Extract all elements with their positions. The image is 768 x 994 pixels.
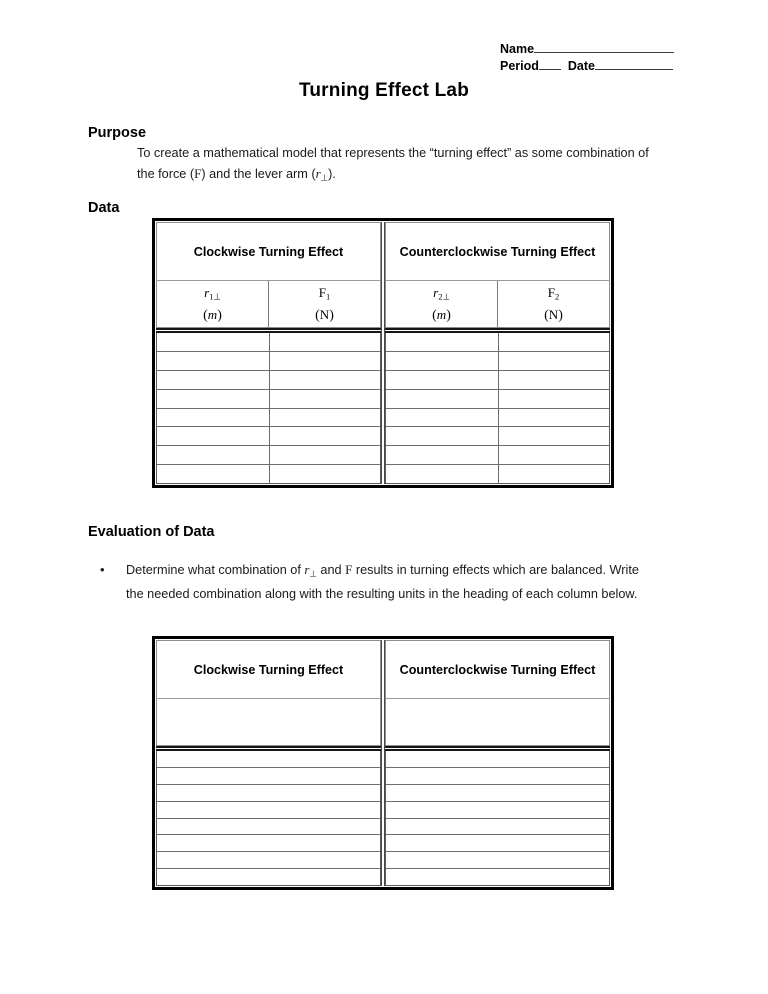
data-cell-f1[interactable] bbox=[269, 333, 381, 351]
table-row[interactable] bbox=[157, 371, 380, 390]
bullet-text-segment-1: Determine what combination of bbox=[126, 563, 305, 577]
data-table bbox=[152, 218, 614, 488]
evaluation-of-data-heading: Evaluation of Data bbox=[88, 524, 215, 540]
name-write-in-line[interactable] bbox=[534, 41, 674, 53]
symbol-cell-f1 bbox=[268, 281, 380, 327]
data-cell-r2[interactable] bbox=[386, 390, 498, 408]
evaluation-table bbox=[152, 636, 614, 890]
bullet-text-segment-3: results in turning effects which are balanced. Write the needed combination along with the resulting units in the heading of each column below. bbox=[126, 563, 639, 601]
data-cell-r1[interactable] bbox=[157, 409, 269, 427]
period-write-in-line[interactable] bbox=[539, 58, 561, 70]
bullet-lever-arm-symbol: r bbox=[304, 562, 310, 577]
purpose-text-segment-2: ) and the lever arm ( bbox=[201, 166, 316, 181]
student-info-block bbox=[500, 41, 700, 75]
period-label: Period bbox=[500, 59, 539, 73]
table-row[interactable] bbox=[386, 768, 609, 785]
force-symbol: F bbox=[194, 165, 202, 181]
data-cell-f1[interactable] bbox=[269, 446, 381, 464]
data-cell-r2[interactable] bbox=[386, 352, 498, 370]
table-row[interactable] bbox=[157, 785, 380, 802]
data-cell-r2[interactable] bbox=[386, 465, 498, 483]
data-cell-r2[interactable] bbox=[386, 409, 498, 427]
data-cell-f2[interactable] bbox=[498, 352, 610, 370]
data-cell-f2[interactable] bbox=[498, 465, 610, 483]
evaluation-table-counterclockwise-header-label: Counterclockwise Turning Effect bbox=[399, 662, 596, 677]
evaluation-table-right-subheading-row[interactable] bbox=[385, 698, 610, 746]
evaluation-table-right-body bbox=[385, 751, 610, 886]
symbol-r2-perp: $r_{2\perp}$ bbox=[433, 285, 450, 302]
data-cell-f2[interactable] bbox=[498, 427, 610, 445]
data-cell-r1[interactable] bbox=[157, 371, 269, 389]
evaluation-cell-clockwise[interactable] bbox=[157, 835, 380, 851]
data-cell-f2[interactable] bbox=[498, 371, 610, 389]
data-cell-f1[interactable] bbox=[269, 409, 381, 427]
evaluation-cell-clockwise[interactable] bbox=[157, 819, 380, 835]
data-table-clockwise-header-label: Clockwise Turning Effect bbox=[193, 244, 344, 259]
table-row[interactable] bbox=[157, 390, 380, 409]
evaluation-bullet-text bbox=[126, 560, 660, 604]
unit-newtons: (N) bbox=[315, 306, 334, 323]
table-row[interactable] bbox=[157, 352, 380, 371]
table-row[interactable] bbox=[386, 802, 609, 819]
table-row[interactable] bbox=[386, 835, 609, 852]
purpose-heading: Purpose bbox=[88, 125, 147, 141]
data-cell-r1[interactable] bbox=[157, 333, 269, 351]
table-row[interactable] bbox=[157, 869, 380, 885]
table-row[interactable] bbox=[157, 333, 380, 352]
evaluation-table-counterclockwise-header bbox=[385, 640, 610, 698]
table-row[interactable] bbox=[157, 446, 380, 465]
evaluation-table-clockwise-header bbox=[156, 640, 381, 698]
symbol-cell-r2-perp bbox=[386, 281, 497, 327]
evaluation-cell-clockwise[interactable] bbox=[157, 785, 380, 801]
evaluation-cell-counterclockwise[interactable] bbox=[386, 785, 609, 801]
name-label: Name bbox=[500, 42, 535, 56]
evaluation-cell-clockwise[interactable] bbox=[157, 852, 380, 868]
data-cell-r2[interactable] bbox=[386, 333, 498, 351]
data-cell-r2[interactable] bbox=[386, 371, 498, 389]
data-table-left-body bbox=[156, 333, 381, 484]
table-row[interactable] bbox=[386, 869, 609, 885]
data-table-counterclockwise-header-label: Counterclockwise Turning Effect bbox=[399, 244, 596, 259]
table-row[interactable] bbox=[157, 835, 380, 852]
bullet-point-icon: • bbox=[100, 562, 105, 577]
symbol-cell-r1-perp bbox=[157, 281, 268, 327]
bullet-text-segment-2: and bbox=[316, 563, 346, 577]
data-table-clockwise-half bbox=[156, 222, 382, 484]
bullet-force-symbol: F bbox=[345, 562, 353, 577]
table-row[interactable] bbox=[386, 751, 609, 768]
data-cell-f1[interactable] bbox=[269, 371, 381, 389]
purpose-text-segment-1: To create a mathematical model that represents the “turning effect” as some combination of the force ( bbox=[137, 146, 649, 181]
evaluation-table-left-subheading-row[interactable] bbox=[156, 698, 381, 746]
evaluation-table-left-body bbox=[156, 751, 381, 886]
evaluation-cell-counterclockwise[interactable] bbox=[386, 819, 609, 835]
data-cell-f2[interactable] bbox=[498, 390, 610, 408]
table-row[interactable] bbox=[386, 333, 609, 352]
perpendicular-subscript: ⊥ bbox=[320, 171, 329, 182]
data-cell-r2[interactable] bbox=[386, 446, 498, 464]
table-row[interactable] bbox=[386, 785, 609, 802]
table-row[interactable] bbox=[386, 819, 609, 836]
data-heading: Data bbox=[88, 200, 120, 216]
data-cell-f1[interactable] bbox=[269, 465, 381, 483]
data-cell-f2[interactable] bbox=[498, 446, 610, 464]
bullet-perpendicular-subscript: ⊥ bbox=[309, 568, 317, 579]
name-field-row bbox=[500, 41, 700, 58]
data-table-right-symbol-row bbox=[385, 280, 610, 328]
table-row[interactable] bbox=[386, 427, 609, 446]
table-row[interactable] bbox=[386, 852, 609, 869]
data-cell-r1[interactable] bbox=[157, 446, 269, 464]
table-row[interactable] bbox=[157, 819, 380, 836]
evaluation-table-clockwise-header-label: Clockwise Turning Effect bbox=[193, 662, 344, 677]
evaluation-cell-clockwise[interactable] bbox=[157, 768, 380, 784]
table-row[interactable] bbox=[386, 446, 609, 465]
evaluation-cell-counterclockwise[interactable] bbox=[386, 852, 609, 868]
evaluation-cell-clockwise[interactable] bbox=[157, 802, 380, 818]
evaluation-cell-counterclockwise[interactable] bbox=[386, 751, 609, 767]
table-row[interactable] bbox=[386, 465, 609, 483]
data-table-right-body bbox=[385, 333, 610, 484]
data-cell-f2[interactable] bbox=[498, 409, 610, 427]
data-cell-r1[interactable] bbox=[157, 390, 269, 408]
unit-meters: (m) bbox=[432, 306, 451, 323]
page-title: Turning Effect Lab bbox=[298, 80, 470, 101]
data-cell-r1[interactable] bbox=[157, 352, 269, 370]
table-row[interactable] bbox=[157, 409, 380, 428]
date-write-in-line[interactable] bbox=[595, 58, 673, 70]
table-row[interactable] bbox=[386, 371, 609, 390]
data-table-left-symbol-row bbox=[156, 280, 381, 328]
evaluation-cell-counterclockwise[interactable] bbox=[386, 869, 609, 885]
evaluation-cell-clockwise[interactable] bbox=[157, 751, 380, 767]
data-table-counterclockwise-half bbox=[384, 222, 610, 484]
unit-meters: (m) bbox=[203, 306, 222, 323]
data-cell-r1[interactable] bbox=[157, 427, 269, 445]
date-label: Date bbox=[567, 59, 595, 73]
purpose-text-segment-3: ). bbox=[328, 166, 336, 181]
data-table-counterclockwise-header bbox=[385, 222, 610, 280]
unit-newtons: (N) bbox=[544, 306, 563, 323]
data-cell-r2[interactable] bbox=[386, 427, 498, 445]
table-row[interactable] bbox=[386, 352, 609, 371]
period-date-field-row bbox=[500, 58, 700, 75]
data-cell-f1[interactable] bbox=[269, 390, 381, 408]
symbol-f2: $F_2$ bbox=[547, 285, 560, 302]
symbol-cell-f2 bbox=[497, 281, 609, 327]
lever-arm-symbol: r bbox=[315, 165, 321, 181]
table-row[interactable] bbox=[386, 409, 609, 428]
table-row[interactable] bbox=[386, 390, 609, 409]
symbol-r1-perp: $r_{1\perp}$ bbox=[204, 285, 221, 302]
evaluation-cell-clockwise[interactable] bbox=[157, 869, 380, 885]
table-row[interactable] bbox=[157, 751, 380, 768]
evaluation-cell-counterclockwise[interactable] bbox=[386, 835, 609, 851]
table-row[interactable] bbox=[157, 427, 380, 446]
table-row[interactable] bbox=[157, 852, 380, 869]
data-cell-f1[interactable] bbox=[269, 352, 381, 370]
evaluation-cell-counterclockwise[interactable] bbox=[386, 768, 609, 784]
evaluation-left-subheading-cell[interactable] bbox=[157, 699, 380, 745]
symbol-f1: $F_1$ bbox=[318, 285, 331, 302]
data-table-clockwise-header bbox=[156, 222, 381, 280]
table-row[interactable] bbox=[157, 465, 380, 483]
purpose-body-text bbox=[137, 144, 657, 187]
data-cell-f1[interactable] bbox=[269, 427, 381, 445]
data-cell-r1[interactable] bbox=[157, 465, 269, 483]
evaluation-cell-counterclockwise[interactable] bbox=[386, 802, 609, 818]
evaluation-right-subheading-cell[interactable] bbox=[386, 699, 609, 745]
evaluation-bullet-item bbox=[100, 560, 660, 604]
data-cell-f2[interactable] bbox=[498, 333, 610, 351]
table-row[interactable] bbox=[157, 768, 380, 785]
evaluation-table-counterclockwise-half bbox=[384, 640, 610, 886]
evaluation-table-clockwise-half bbox=[156, 640, 382, 886]
table-row[interactable] bbox=[157, 802, 380, 819]
